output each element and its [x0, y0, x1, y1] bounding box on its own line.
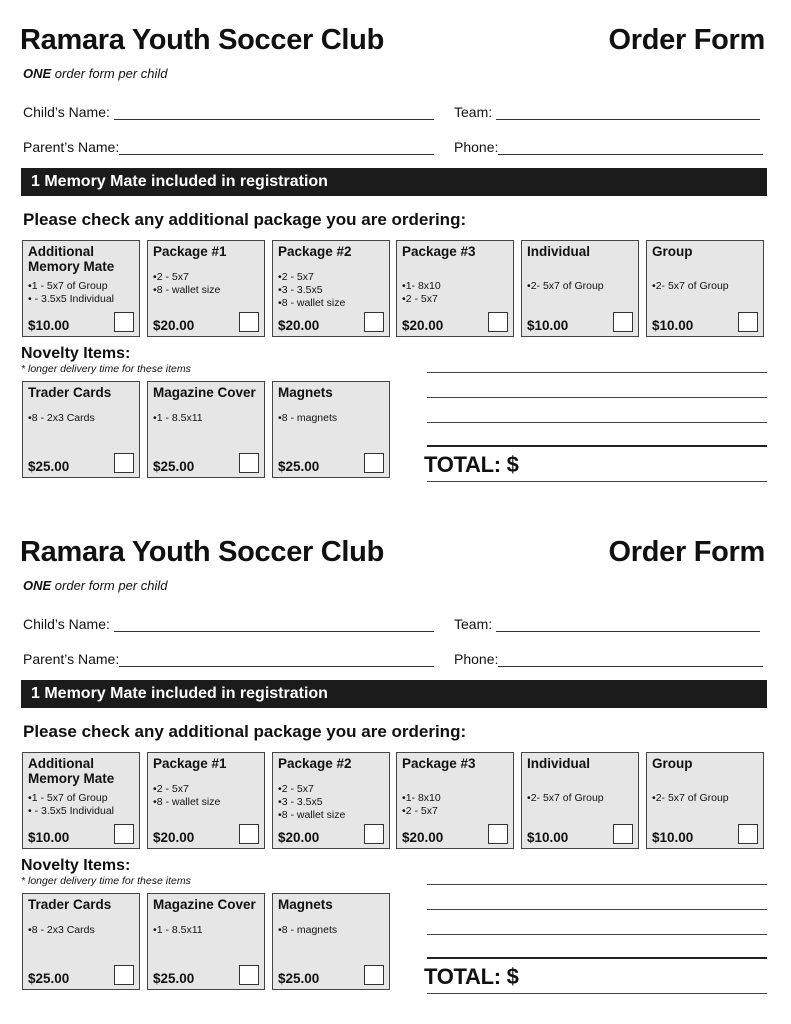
package-name: Additional Memory Mate — [28, 244, 115, 274]
package-item: • 1 - 5x7 of Group — [28, 280, 114, 293]
novelty-note: * longer delivery time for these items — [21, 363, 191, 375]
package-items — [402, 792, 441, 818]
package-checkbox[interactable] — [613, 312, 633, 332]
team-input[interactable] — [496, 617, 760, 632]
child-name-label: Child’s Name: — [23, 104, 110, 120]
package-items — [402, 280, 441, 306]
package-individual — [521, 240, 639, 337]
phone-input[interactable] — [498, 140, 763, 155]
package-checkbox[interactable] — [738, 312, 758, 332]
package-item: • 1- 8x10 — [402, 792, 441, 805]
package-price: $20.00 — [153, 830, 195, 845]
novelty-item: • 8 - 2x3 Cards — [28, 924, 95, 937]
subtitle-emphasis: ONE — [23, 66, 52, 81]
package-name: Package #2 — [278, 244, 352, 259]
package-item: • 8 - wallet size — [153, 796, 220, 809]
novelty-price: $25.00 — [153, 971, 195, 986]
novelty-checkbox[interactable] — [364, 453, 384, 473]
package-item: • 2 - 5x7 — [402, 805, 441, 818]
package-items — [278, 783, 345, 822]
phone-label: Phone: — [454, 139, 499, 155]
package-item: • 3 - 3.5x5 — [278, 284, 345, 297]
novelty-name: Magnets — [278, 385, 333, 400]
notes-line[interactable] — [427, 422, 767, 423]
package-item: • 8 - wallet size — [278, 809, 345, 822]
package-additional-memory-mate — [22, 240, 140, 337]
package-item: • 2- 5x7 of Group — [527, 792, 604, 805]
package-items — [28, 280, 114, 306]
package-items — [527, 280, 604, 293]
package-item: • 8 - wallet size — [278, 297, 345, 310]
package-3 — [396, 752, 514, 849]
package-checkbox[interactable] — [239, 312, 259, 332]
parent-name-label: Parent’s Name: — [23, 651, 120, 667]
package-price: $10.00 — [28, 830, 70, 845]
notes-line[interactable] — [427, 909, 767, 910]
package-checkbox[interactable] — [488, 824, 508, 844]
package-items — [153, 783, 220, 809]
subtitle-text: order form per child — [51, 578, 168, 593]
package-name: Additional Memory Mate — [28, 756, 115, 786]
novelty-price: $25.00 — [28, 971, 70, 986]
parent-name-label: Parent’s Name: — [23, 139, 120, 155]
notes-line[interactable] — [427, 884, 767, 885]
total-divider — [427, 445, 767, 447]
package-name: Individual — [527, 756, 591, 771]
form-subtitle — [23, 578, 168, 593]
package-item: • 2 - 5x7 — [278, 783, 345, 796]
novelty-name: Trader Cards — [28, 897, 112, 912]
novelty-trader-cards — [22, 381, 140, 478]
package-checkbox[interactable] — [613, 824, 633, 844]
package-item: • 1 - 5x7 of Group — [28, 792, 114, 805]
package-instruction: Please check any additional package you are ordering: — [23, 722, 467, 741]
package-name: Group — [652, 244, 693, 259]
team-label: Team: — [454, 616, 493, 632]
package-name: Package #1 — [153, 756, 227, 771]
novelty-items — [153, 924, 203, 937]
package-items — [652, 792, 729, 805]
package-item: • - 3.5x5 Individual — [28, 293, 114, 306]
child-name-field — [23, 616, 434, 632]
novelty-price: $25.00 — [278, 971, 320, 986]
novelty-note: * longer delivery time for these items — [21, 875, 191, 887]
package-2 — [272, 752, 390, 849]
team-input[interactable] — [496, 105, 760, 120]
novelty-items — [278, 924, 337, 937]
phone-field — [454, 139, 763, 155]
package-price: $10.00 — [652, 318, 694, 333]
subtitle-text: order form per child — [51, 66, 168, 81]
novelty-item: • 8 - 2x3 Cards — [28, 412, 95, 425]
phone-input[interactable] — [498, 652, 763, 667]
parent-name-field — [23, 651, 434, 667]
package-item: • 2 - 5x7 — [402, 293, 441, 306]
team-field — [454, 104, 760, 120]
club-title: Ramara Youth Soccer Club — [20, 24, 384, 56]
novelty-name: Magazine Cover — [153, 897, 256, 912]
package-item: • 8 - wallet size — [153, 284, 220, 297]
phone-field — [454, 651, 763, 667]
novelty-magnets — [272, 381, 390, 478]
novelty-name: Trader Cards — [28, 385, 112, 400]
subtitle-emphasis: ONE — [23, 578, 52, 593]
package-item: • 2- 5x7 of Group — [652, 792, 729, 805]
order-form-title: Order Form — [608, 536, 765, 568]
novelty-checkbox[interactable] — [239, 965, 259, 985]
package-3 — [396, 240, 514, 337]
package-price: $20.00 — [278, 318, 320, 333]
novelty-checkbox[interactable] — [239, 453, 259, 473]
child-name-field — [23, 104, 434, 120]
package-items — [527, 792, 604, 805]
package-2 — [272, 240, 390, 337]
package-instruction: Please check any additional package you are ordering: — [23, 210, 467, 229]
package-item: • 2- 5x7 of Group — [527, 280, 604, 293]
package-price: $20.00 — [402, 318, 444, 333]
novelty-item: • 8 - magnets — [278, 924, 337, 937]
package-price: $10.00 — [527, 830, 569, 845]
novelty-magazine-cover — [147, 381, 265, 478]
package-item: • 1- 8x10 — [402, 280, 441, 293]
package-price: $10.00 — [28, 318, 70, 333]
total-input-line[interactable] — [427, 993, 767, 994]
novelty-heading: Novelty Items: — [21, 857, 131, 874]
package-checkbox[interactable] — [364, 824, 384, 844]
package-name: Package #2 — [278, 756, 352, 771]
notes-line[interactable] — [427, 934, 767, 935]
novelty-heading: Novelty Items: — [21, 345, 131, 362]
package-checkbox[interactable] — [364, 312, 384, 332]
package-item: • 2 - 5x7 — [153, 783, 220, 796]
child-name-label: Child’s Name: — [23, 616, 110, 632]
package-items — [153, 271, 220, 297]
package-price: $10.00 — [652, 830, 694, 845]
parent-name-input[interactable] — [119, 140, 434, 155]
package-name: Package #3 — [402, 244, 476, 259]
novelty-price: $25.00 — [153, 459, 195, 474]
team-label: Team: — [454, 104, 493, 120]
novelty-item: • 8 - magnets — [278, 412, 337, 425]
child-name-input[interactable] — [114, 617, 434, 632]
total-label: TOTAL: $ — [424, 964, 519, 989]
package-checkbox[interactable] — [488, 312, 508, 332]
package-name: Package #3 — [402, 756, 476, 771]
total-divider — [427, 957, 767, 959]
total-input-line[interactable] — [427, 481, 767, 482]
novelty-items — [278, 412, 337, 425]
package-name: Individual — [527, 244, 591, 259]
package-additional-memory-mate — [22, 752, 140, 849]
package-items — [28, 792, 114, 818]
novelty-item: • 1 - 8.5x11 — [153, 924, 203, 937]
novelty-items — [28, 412, 95, 425]
package-price: $10.00 — [527, 318, 569, 333]
novelty-items — [28, 924, 95, 937]
package-item: • 2 - 5x7 — [153, 271, 220, 284]
novelty-price: $25.00 — [28, 459, 70, 474]
package-checkbox[interactable] — [114, 312, 134, 332]
parent-name-field — [23, 139, 434, 155]
order-form-2 — [0, 512, 791, 1024]
novelty-trader-cards — [22, 893, 140, 990]
package-item: • 3 - 3.5x5 — [278, 796, 345, 809]
package-individual — [521, 752, 639, 849]
package-1 — [147, 240, 265, 337]
package-item: • 2 - 5x7 — [278, 271, 345, 284]
package-price: $20.00 — [402, 830, 444, 845]
novelty-name: Magazine Cover — [153, 385, 256, 400]
novelty-checkbox[interactable] — [114, 965, 134, 985]
package-items — [278, 271, 345, 310]
novelty-checkbox[interactable] — [114, 453, 134, 473]
package-item: • - 3.5x5 Individual — [28, 805, 114, 818]
notes-line[interactable] — [427, 397, 767, 398]
registration-banner: 1 Memory Mate included in registration — [21, 168, 767, 196]
package-price: $20.00 — [153, 318, 195, 333]
phone-label: Phone: — [454, 651, 499, 667]
novelty-item: • 1 - 8.5x11 — [153, 412, 203, 425]
novelty-name: Magnets — [278, 897, 333, 912]
package-price: $20.00 — [278, 830, 320, 845]
notes-line[interactable] — [427, 372, 767, 373]
package-group — [646, 752, 764, 849]
package-checkbox[interactable] — [114, 824, 134, 844]
package-name: Group — [652, 756, 693, 771]
order-form-title: Order Form — [608, 24, 765, 56]
team-field — [454, 616, 760, 632]
form-subtitle — [23, 66, 168, 81]
package-1 — [147, 752, 265, 849]
club-title: Ramara Youth Soccer Club — [20, 536, 384, 568]
package-checkbox[interactable] — [239, 824, 259, 844]
novelty-checkbox[interactable] — [364, 965, 384, 985]
novelty-magnets — [272, 893, 390, 990]
novelty-magazine-cover — [147, 893, 265, 990]
child-name-input[interactable] — [114, 105, 434, 120]
package-items — [652, 280, 729, 293]
parent-name-input[interactable] — [119, 652, 434, 667]
registration-banner: 1 Memory Mate included in registration — [21, 680, 767, 708]
novelty-price: $25.00 — [278, 459, 320, 474]
total-label: TOTAL: $ — [424, 452, 519, 477]
package-checkbox[interactable] — [738, 824, 758, 844]
novelty-items — [153, 412, 203, 425]
package-group — [646, 240, 764, 337]
package-name: Package #1 — [153, 244, 227, 259]
package-item: • 2- 5x7 of Group — [652, 280, 729, 293]
